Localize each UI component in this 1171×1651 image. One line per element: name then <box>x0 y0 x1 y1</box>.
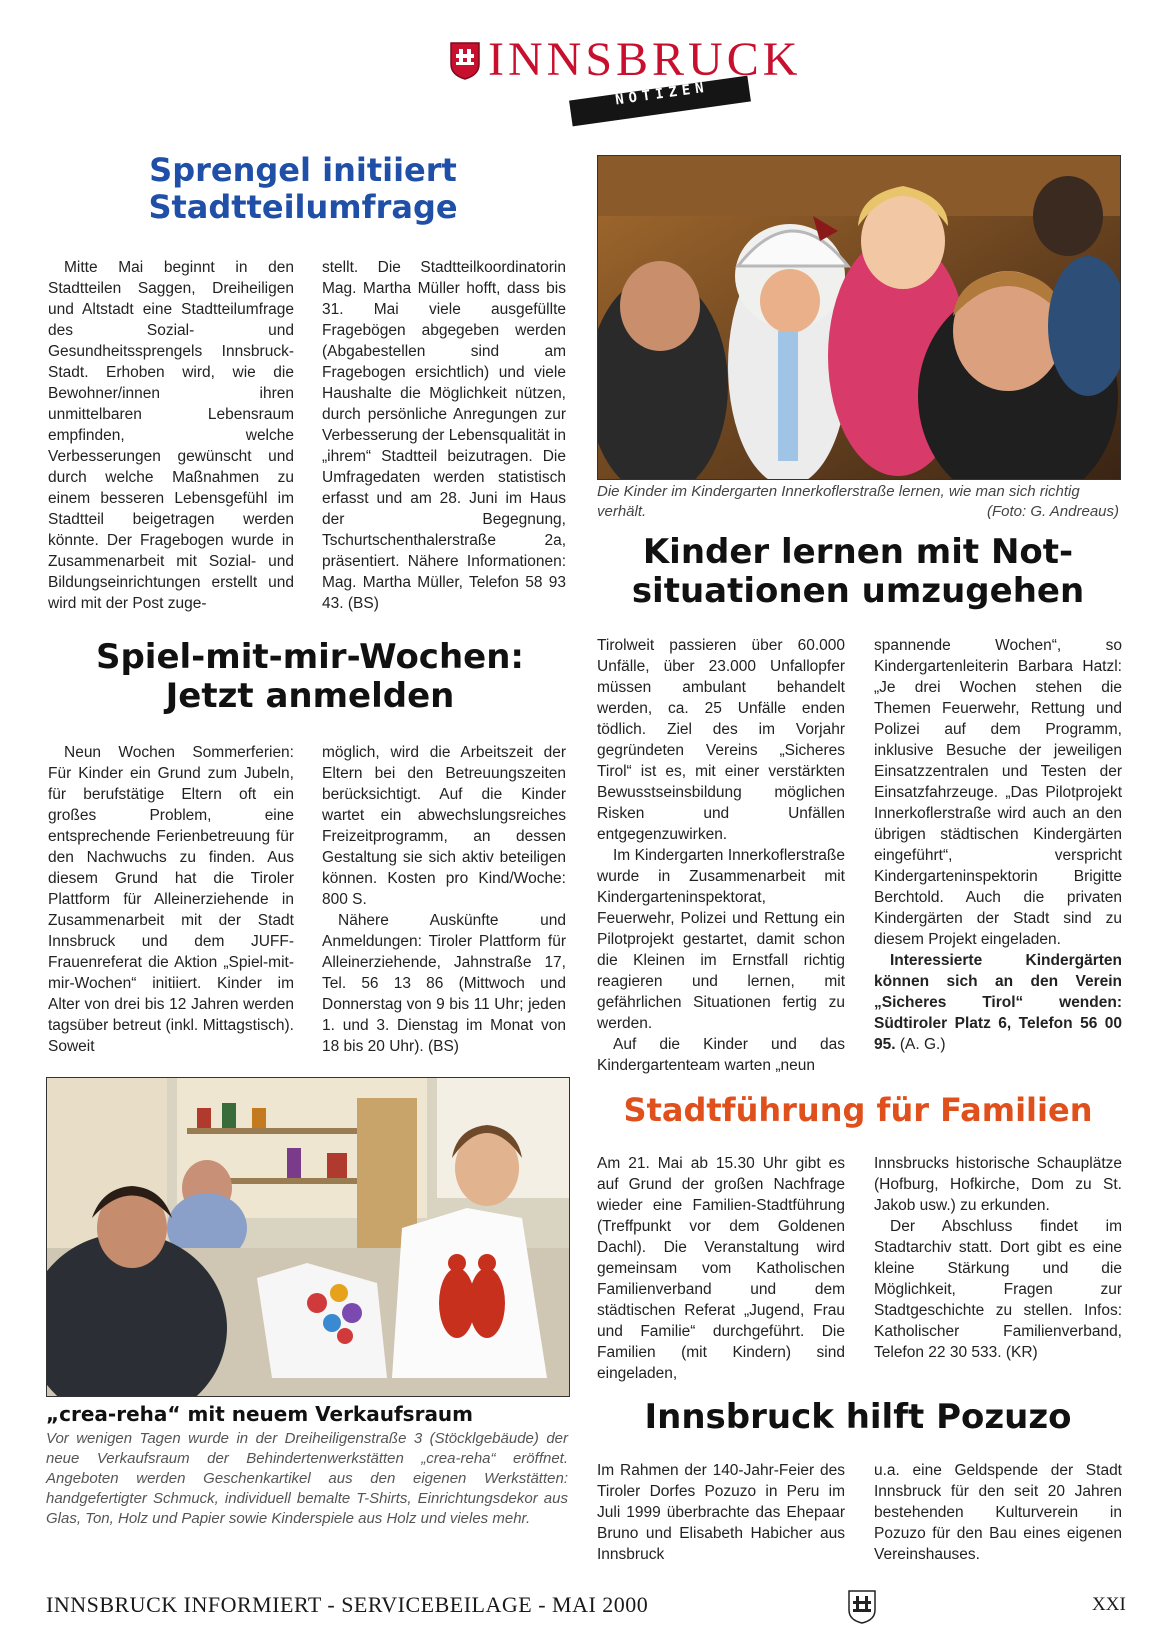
headline-line: Stadtteilumfrage <box>148 187 458 226</box>
footer-publication: INNSBRUCK INFORMIERT - SERVICEBEILAGE - MAI 2000 <box>46 1592 649 1617</box>
headline-line: Jetzt anmelden <box>165 676 455 717</box>
headline-line: Spiel-mit-mir-Wochen: <box>95 637 525 677</box>
photo-credit: (Foto: G. Andreaus) <box>987 503 1119 520</box>
article-body-column <box>48 742 294 1057</box>
paragraph: Der Abschluss findet im Stadtarchiv statt. Dort gibt es eine kleine Stärkung und die Möglichkeit, Fragen zur Stadtgeschichte zu stellen. Infos: Katholischer Familienverband, Telefon 22 30 533. (KR) <box>874 1218 1122 1361</box>
paragraph: Auf die Kinder und das Kindergartenteam warten „neun <box>597 1036 845 1074</box>
paragraph: möglich, wird die Arbeitszeit der Eltern bei den Betreuungszeiten berücksichtigt. Auf die Kinder wartet ein abwechslungsreiches Freizeitprogramm, an dessen Gestaltung sie sich aktiv beteiligen können. Kosten pro Kind/Woche: 800 S. <box>322 744 566 908</box>
paragraph: stellt. Die Stadtteilkoordinatorin Mag. Martha Müller hofft, dass bis 31. Mai viele ausgefüllte Fragebögen abgegeben werden (Abgabestellen sind am Fragebogen ersichtlich) und viele Haushalte die Möglichkeit nützen, durch persönliche Anregungen zur Verbesserung der Lebensqualität in „ihrem“ Stadtteil beizutragen. Die Umfragedaten werden statistisch erfasst und am 28. Juni im Haus der Begegnung, Tschurtschenthalerstraße 2a, präsentiert. Nähere Informationen: Mag. Martha Müller, Telefon 58 93 43. (BS) <box>322 259 566 612</box>
article-body-column <box>597 635 845 1076</box>
article-body-column <box>597 1153 845 1384</box>
author-initials: (A. G.) <box>895 1036 946 1053</box>
article-headline-pozuzo <box>597 1398 1119 1437</box>
headline-line: Sprengel initiiert <box>149 151 457 189</box>
masthead <box>450 30 802 125</box>
innsbruck-crest-icon <box>848 1590 876 1624</box>
headline-line: Kinder lernen mit Not- <box>642 532 1074 572</box>
masthead-title: INNSBRUCK <box>488 33 802 86</box>
masthead-subtitle: NOTIZEN <box>614 79 710 109</box>
page-number: XXI <box>1092 1594 1126 1615</box>
paragraph: Neun Wochen Sommerferien: Für Kinder ein Grund zum Jubeln, für berufstätige Eltern oft ein großes Problem, eine entsprechende Ferienbetreuung für den Nachwuchs zu finden. Aus diesem Grund hat die Tiroler Plattform für Alleinerziehende in Zusammenarbeit mit der Stadt Innsbruck und dem JUFF-Frauenreferat die Aktion „Spiel-mit-mir-Wochen“ initiiert. Kinder im Alter von drei bis 12 Jahren werden tagsüber betreut (inkl. Mittagstisch). Soweit <box>48 744 294 1055</box>
paragraph: Mitte Mai beginnt in den Stadtteilen Saggen, Dreiheiligen und Altstadt eine Stadtteilumfrage des Sozial- und Gesundheitssprengels Innsbruck-Stadt. Erhoben wird, wie die Bewohner/innen ihren unmittelbaren Lebensraum empfinden, welche Verbesserungen gewünscht und durch welche Maßnahmen zu einem besseren Lebensgefühl im Stadtteil beigetragen werden könnte. Der Fragebogen wurde in Zusammenarbeit mit Sozial- und Bildungseinrichtungen erstellt und wird mit der Post zuge- <box>48 259 294 612</box>
headline-line: situationen umzugehen <box>631 571 1085 612</box>
article-body-column <box>597 1460 845 1565</box>
paragraph: Am 21. Mai ab 15.30 Uhr gibt es auf Grund der großen Nachfrage wieder eine Familien-Stadtführung (Treffpunkt vor dem Goldenen Dachl). Die Veranstaltung wird gemeinsam vom Katholischen Familienverband und dem städtischen Referat „Jugend, Frau und Familie“ durchgeführt. Die Familien (mit Kindern) sind eingeladen, <box>597 1155 845 1382</box>
article-headline-spiel-mit-mir <box>46 638 574 716</box>
article-headline-sprengel <box>46 152 560 226</box>
caption-text: Die Kinder im Kindergarten Innerkoflerstraße lernen, wie man sich richtig verhält. <box>597 483 1080 520</box>
article-body-column <box>48 257 294 614</box>
headline-line: Stadtführung für Familien <box>623 1091 1093 1129</box>
paragraph: Nähere Auskünfte und Anmeldungen: Tiroler Plattform für Alleinerziehende, Jahnstraße 17, Tel. 56 13 86 (Mittwoch und Donnerstag von 9 bis 11 Uhr; jeden 1. und 3. Dienstag im Monat von 18 bis 20 Uhr). (BS) <box>322 912 566 1055</box>
paragraph <box>874 950 1122 1055</box>
article-body-column <box>322 257 566 614</box>
photo-illustration <box>598 156 1120 479</box>
photo-crea-reha-shop <box>46 1077 570 1397</box>
article-body-column <box>874 1153 1122 1363</box>
article-body-column <box>322 742 566 1057</box>
article-body-column <box>874 635 1122 1055</box>
innsbruck-crest-icon <box>450 42 480 80</box>
paragraph: Tirolweit passieren über 60.000 Unfälle, über 23.000 Unfallopfer müssen ambulant behandelt werden, ca. 25 Unfälle enden tödlich. Ziel des im Vorjahr gegründeten Vereins „Sicheres Tirol“ ist es, mit einer verstärkten Bewusstseinsbildung möglichen Risken und Unfällen entgegenzuwirken. <box>597 637 845 843</box>
article-headline-kinder <box>597 533 1119 611</box>
paragraph: Innsbrucks historische Schauplätze (Hofburg, Hofkirche, Dom zu St. Jakob usw.) zu erkunden. <box>874 1155 1122 1214</box>
photo-kindergarten-helmet <box>597 155 1121 480</box>
photo-caption <box>597 482 1119 522</box>
paragraph: Im Rahmen der 140-Jahr-Feier des Tiroler Dorfes Pozuzo in Peru im Juli 1999 überbrachte das Ehepaar Bruno und Elisabeth Habicher aus Innsbruck <box>597 1462 845 1563</box>
paragraph: spannende Wochen“, so Kindergartenleiterin Barbara Hatzl: „Je drei Wochen stehen die Themen Feuerwehr, Rettung und Polizei auf dem Programm, inklusive Besuche der jeweiligen Einsatzzentralen und Testen der Einsatzfahrzeuge. „Das Pilotprojekt Innerkoflerstraße wird auch an den übrigen städtischen Kindergärten eingeführt“, verspricht Kindergarteninspektorin Brigitte Berchtold. Auch die privaten Kindergärten der Stadt sind zu diesem Projekt eingeladen. <box>874 637 1122 948</box>
contact-info: Interessierte Kindergärten können sich an den Verein „Sicheres Tirol“ wenden: Südtiroler Platz 6, Telefon 56 00 95. <box>874 952 1122 1053</box>
paragraph: Im Kindergarten Innerkoflerstraße wurde in Zusammenarbeit mit Kindergarteninspektorat, Feuerwehr, Polizei und Rettung ein Pilotprojekt gestartet, damit schon die Kleinen im Ernstfall richtig reagieren und lernen, mit gefährlichen Situationen fertig zu werden. <box>597 847 845 1032</box>
headline-line: Innsbruck hilft Pozuzo <box>644 1397 1072 1437</box>
photo-illustration <box>47 1078 569 1396</box>
article-body-column <box>874 1460 1122 1565</box>
paragraph: u.a. eine Geldspende der Stadt Innsbruck für den seit 20 Jahren bestehenden Kulturverein in Pozuzo für den Bau eines eigenen Vereinshauses. <box>874 1462 1122 1563</box>
article-headline-stadtfuehrung <box>597 1092 1119 1129</box>
photo-title: „crea-reha“ mit neuem Verkaufsraum <box>46 1402 474 1426</box>
photo-caption: Vor wenigen Tagen wurde in der Dreiheiligenstraße 3 (Stöcklgebäude) der neue Verkaufsraum der Behindertenwerkstätten „crea-reha“ eröffnet. Angeboten werden Geschenkartikel aus den eigenen Werkstätten: handgefertigter Schmuck, individuell bemalte T-Shirts, Einrichtungsdekor aus Glas, Ton, Holz und Papier sowie Kinderspiele aus Holz und vieles mehr. <box>46 1430 568 1527</box>
